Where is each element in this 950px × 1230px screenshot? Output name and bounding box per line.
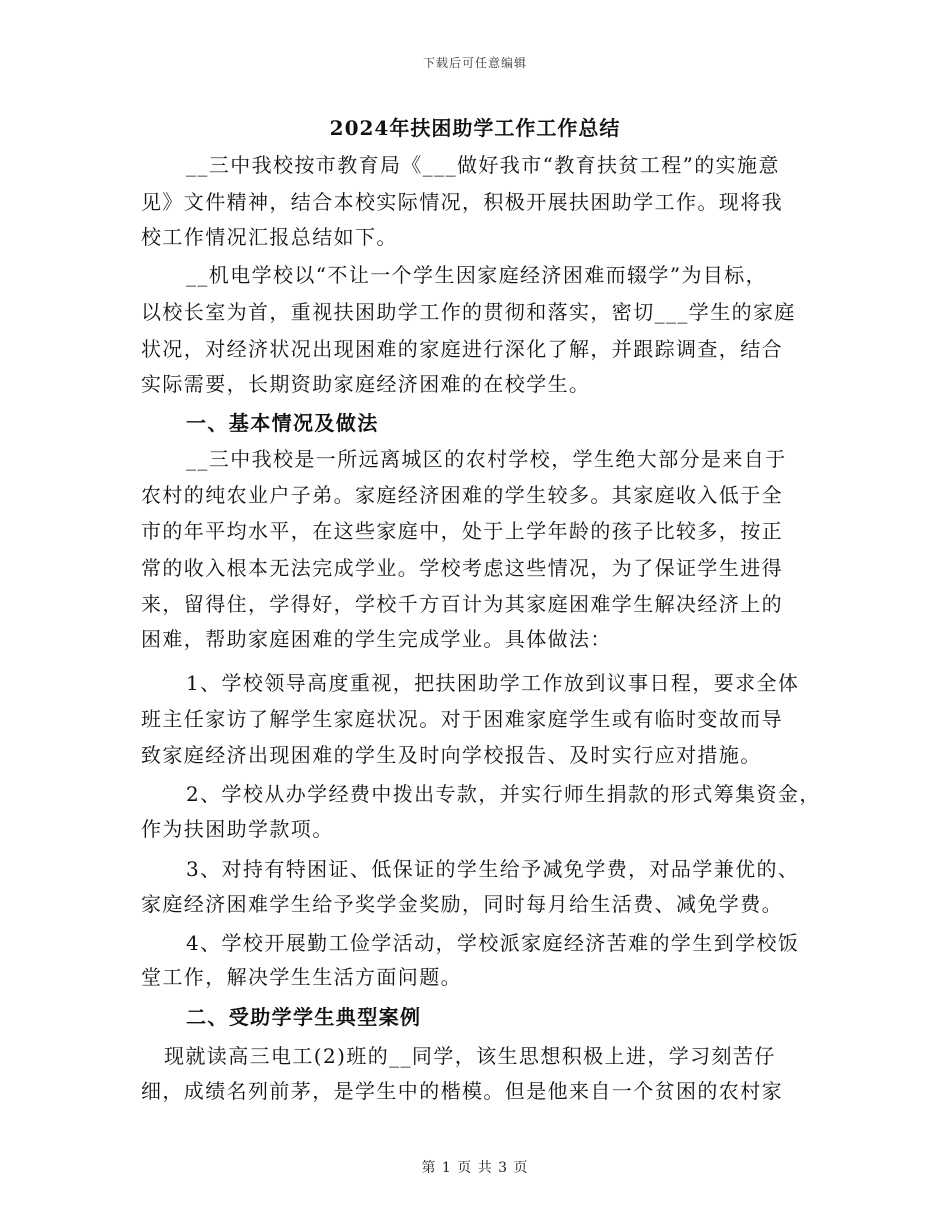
body-line: 1、学校领导高度重视，把扶困助学工作放到议事日程，要求全体 (186, 671, 800, 695)
body-line: __三中我校按市教育局《___做好我市“教育扶贫工程”的实施意 (186, 153, 780, 177)
body-line: 堂工作，解决学生生活方面问题。 (141, 965, 462, 989)
document-title: 2024年扶困助学工作工作总结 (329, 116, 621, 140)
body-line: 班主任家访了解学生家庭状况。对于困难家庭学生或有临时变故而导 (141, 707, 783, 731)
header-note: 下载后可任意编辑 (422, 56, 527, 70)
body-line: 农村的纯农业户子弟。家庭经济困难的学生较多。其家庭收入低于全 (141, 483, 783, 507)
body-line: 见》文件精神，结合本校实际情况，积极开展扶困助学工作。现将我 (141, 190, 783, 214)
body-line: 作为扶困助学款项。 (141, 817, 334, 841)
body-line: 常的收入根本无法完成学业。学校考虑这些情况，为了保证学生进得 (141, 556, 783, 580)
body-line: 现就读高三电工(2)班的__同学，该生思想积极上进，学习刻苦仔 (164, 1044, 776, 1068)
body-line: 实际需要，长期资助家庭经济困难的在校学生。 (141, 372, 591, 396)
body-line: 4、学校开展勤工俭学活动，学校派家庭经济苦难的学生到学校饭 (186, 931, 800, 955)
body-line: 以校长室为首，重视扶困助学工作的贯彻和落实，密切___学生的家庭 (141, 300, 796, 324)
body-line: __三中我校是一所远离城区的农村学校，学生绝大部分是来自于 (186, 447, 787, 471)
body-line: 3、对持有特困证、低保证的学生给予减免学费，对品学兼优的、 (186, 857, 800, 881)
body-line: 致家庭经济出现困难的学生及时向学校报告、及时实行应对措施。 (141, 743, 762, 767)
body-line: 市的年平均水平，在这些家庭中，处于上学年龄的孩子比较多，按正 (141, 519, 783, 543)
body-line: 细，成绩名列前茅，是学生中的楷模。但是他来自一个贫困的农村家 (141, 1079, 783, 1103)
body-line: 校工作情况汇报总结如下。 (141, 225, 398, 249)
section-heading: 一、基本情况及做法 (186, 411, 379, 435)
body-line: 家庭经济困难学生给予奖学金奖励，同时每月给生活费、减免学费。 (141, 892, 783, 916)
body-line: 困难，帮助家庭困难的学生完成学业。具体做法： (141, 627, 612, 651)
page-footer: 第 1 页 共 3 页 (421, 1160, 529, 1176)
section-heading: 二、受助学学生典型案例 (186, 1005, 422, 1029)
body-line: 2、学校从办学经费中拨出专款，并实行师生捐款的形式筹集资金， (186, 782, 821, 806)
body-line: 来，留得住，学得好，学校千方百计为其家庭困难学生解决经济上的 (141, 592, 783, 616)
body-line: __机电学校以“不让一个学生因家庭经济困难而辍学”为目标， (186, 263, 768, 287)
body-line: 状况，对经济状况出现困难的家庭进行深化了解，并跟踪调查，结合 (141, 337, 783, 361)
